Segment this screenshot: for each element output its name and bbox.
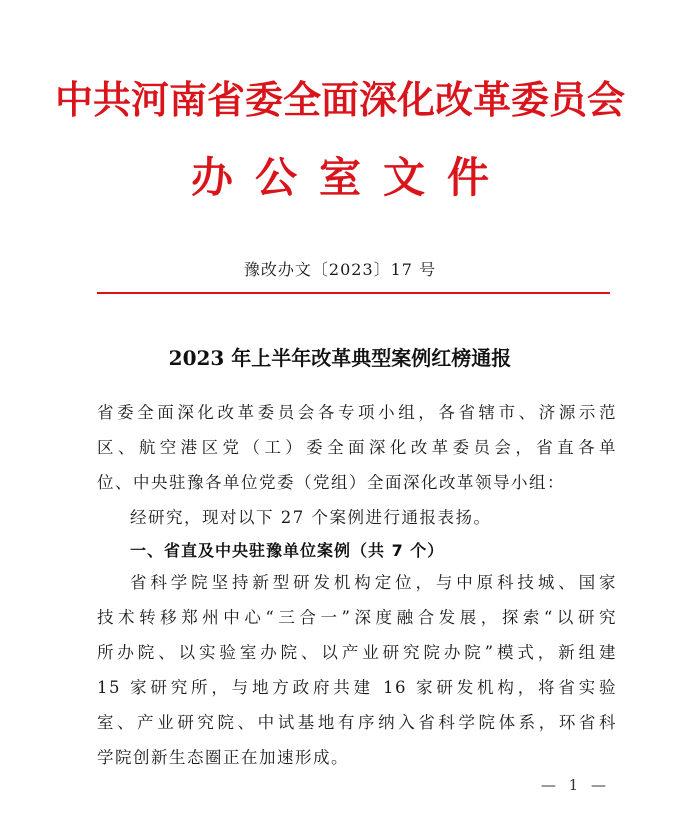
recipients-line: 省委全面深化改革委员会各专项小组，各省辖市、济源示范 bbox=[97, 403, 617, 422]
paragraph-line: 省科学院坚持新型研发机构定位，与中原科技城、国家 bbox=[130, 573, 617, 592]
paragraph-line: 所办院、以实验室办院、以产业研究院办院”模式，新组建 bbox=[97, 643, 617, 662]
issuing-organization: 中共河南省委全面深化改革委员会 bbox=[54, 78, 625, 122]
recipients-line: 位、中央驻豫各单位党委（党组）全面深化改革领导小组： bbox=[97, 473, 565, 492]
red-divider-line bbox=[97, 292, 610, 294]
paragraph-line: 15 家研究所，与地方政府共建 16 家研发机构，将省实验 bbox=[97, 678, 617, 697]
paragraph-line: 学院创新生态圈正在加速形成。 bbox=[97, 748, 349, 767]
page-number: — 1 — bbox=[540, 776, 610, 794]
document-type-heading: 办公室文件 bbox=[190, 153, 511, 202]
document-title: 2023 年上半年改革典型案例红榜通报 bbox=[168, 346, 512, 370]
document-number: 豫改办文〔2023〕17 号 bbox=[243, 260, 437, 279]
intro-sentence: 经研究，现对以下 27 个案例进行通报表扬。 bbox=[130, 508, 492, 527]
recipients-block bbox=[97, 395, 617, 535]
recipients-line: 区、航空港区党（工）委全面深化改革委员会，省直各单 bbox=[97, 438, 617, 457]
paragraph-line: 技术转移郑州中心“三合一”深度融合发展，探索“以研究 bbox=[97, 608, 617, 627]
section-heading: 一、省直及中央驻豫单位案例（共 7 个） bbox=[130, 541, 445, 560]
paragraph-line: 室、产业研究院、中试基地有序纳入省科学院体系，环省科 bbox=[97, 713, 617, 732]
case-paragraph bbox=[97, 565, 617, 775]
